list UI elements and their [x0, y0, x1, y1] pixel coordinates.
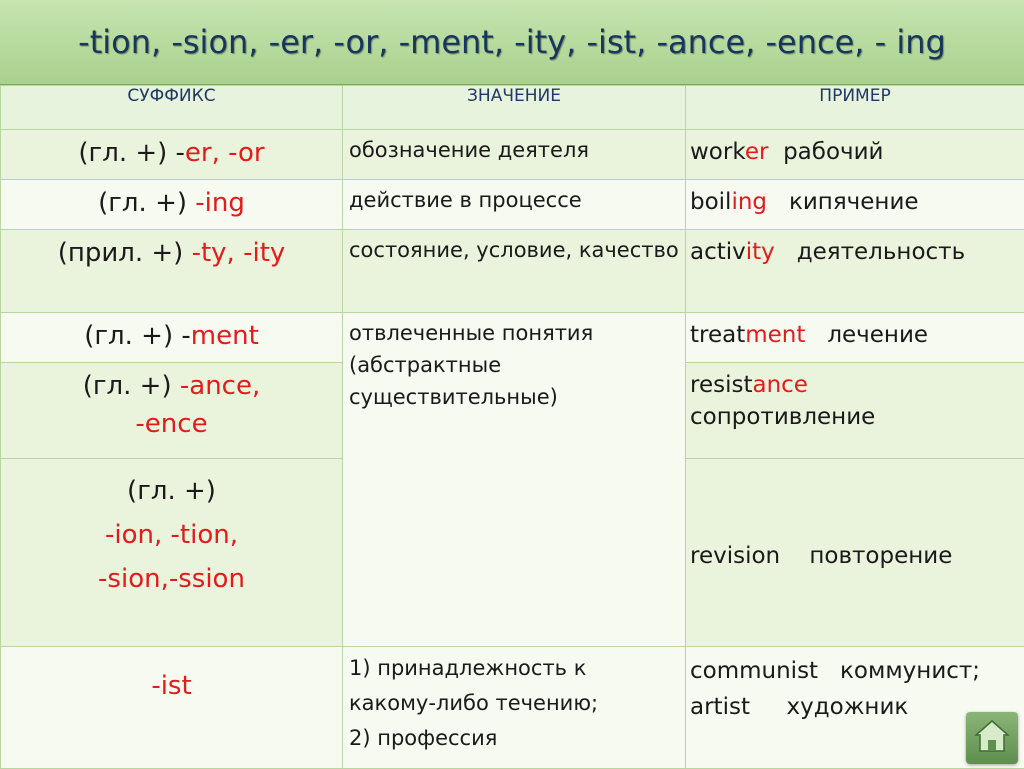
example-suffix: ing: [731, 189, 767, 215]
example-stem: treat: [690, 322, 745, 348]
suffix-table: [0, 85, 1024, 769]
example-cell: [686, 363, 1024, 459]
example-suffix: ity: [746, 239, 775, 265]
suffix-highlight: -ist: [151, 671, 191, 701]
table-row: [1, 230, 1024, 313]
meaning-cell: отвлеченные понятия (абстрактные существительные): [343, 313, 686, 647]
example-line-2: artist художник: [690, 694, 908, 720]
table-row: [1, 647, 1024, 769]
table-row: [1, 313, 1024, 363]
meaning-cell: действие в процессе: [343, 180, 686, 230]
suffix-part: (прил. +): [58, 238, 192, 268]
example-translation: сопротивление: [690, 404, 875, 430]
meaning-line-1: 1) принадлежность к какому-либо течению;: [349, 656, 598, 715]
header-suffix: СУФФИКС: [1, 86, 343, 130]
example-stem: work: [690, 139, 745, 165]
suffix-highlight: -ion, -tion,: [105, 520, 238, 550]
example-cell: [686, 230, 1024, 313]
meaning-cell: обозначение деятеля: [343, 130, 686, 180]
suffix-highlight: ment: [191, 321, 259, 351]
example-stem: resist: [690, 372, 752, 398]
example-cell: [686, 180, 1024, 230]
meaning-cell: состояние, условие, качество: [343, 230, 686, 313]
suffix-highlight-2: -ence: [135, 409, 207, 439]
header-meaning: ЗНАЧЕНИЕ: [343, 86, 686, 130]
suffix-cell: [1, 363, 343, 459]
example-cell: [686, 313, 1024, 363]
suffix-cell: [1, 230, 343, 313]
suffix-highlight: -ing: [195, 188, 245, 218]
header-example: ПРИМЕР: [686, 86, 1024, 130]
meaning-line-2: 2) профессия: [349, 726, 497, 750]
example-stem: activ: [690, 239, 746, 265]
home-button[interactable]: [966, 712, 1018, 764]
home-icon: [973, 718, 1011, 758]
example-translation: деятельность: [775, 239, 965, 265]
suffix-cell: [1, 313, 343, 363]
example-translation: лечение: [805, 322, 928, 348]
example-suffix: er: [745, 139, 769, 165]
table-row: [1, 130, 1024, 180]
example-suffix: ment: [745, 322, 805, 348]
suffix-part: (гл. +) -: [78, 138, 185, 168]
example-cell: [686, 130, 1024, 180]
suffix-highlight-2: -sion,-ssion: [98, 564, 245, 594]
example-translation: кипячение: [767, 189, 919, 215]
example-cell: [686, 459, 1024, 647]
suffix-cell: [1, 459, 343, 647]
meaning-cell: [343, 647, 686, 769]
example-suffix: ance: [752, 372, 807, 398]
suffix-part: (гл. +) -: [84, 321, 191, 351]
header-row: [1, 86, 1024, 130]
suffix-cell: [1, 647, 343, 769]
example-stem: boil: [690, 189, 731, 215]
suffix-part: (гл. +): [127, 476, 216, 506]
suffix-highlight: er, -or: [185, 138, 265, 168]
suffix-cell: [1, 130, 343, 180]
example-line-1: communist коммунист;: [690, 658, 980, 684]
suffix-part: (гл. +): [83, 371, 180, 401]
example-text: revision повторение: [690, 543, 952, 569]
suffix-cell: [1, 180, 343, 230]
title-bar: [0, 0, 1024, 85]
table-row: [1, 180, 1024, 230]
page-title: -tion, -sion, -er, -or, -ment, -ity, -ist, -ance, -ence, - ing: [78, 23, 946, 61]
example-translation: рабочий: [768, 139, 883, 165]
suffix-highlight: -ance,: [180, 371, 260, 401]
suffix-part: (гл. +): [98, 188, 195, 218]
suffix-highlight: -ty, -ity: [192, 238, 286, 268]
